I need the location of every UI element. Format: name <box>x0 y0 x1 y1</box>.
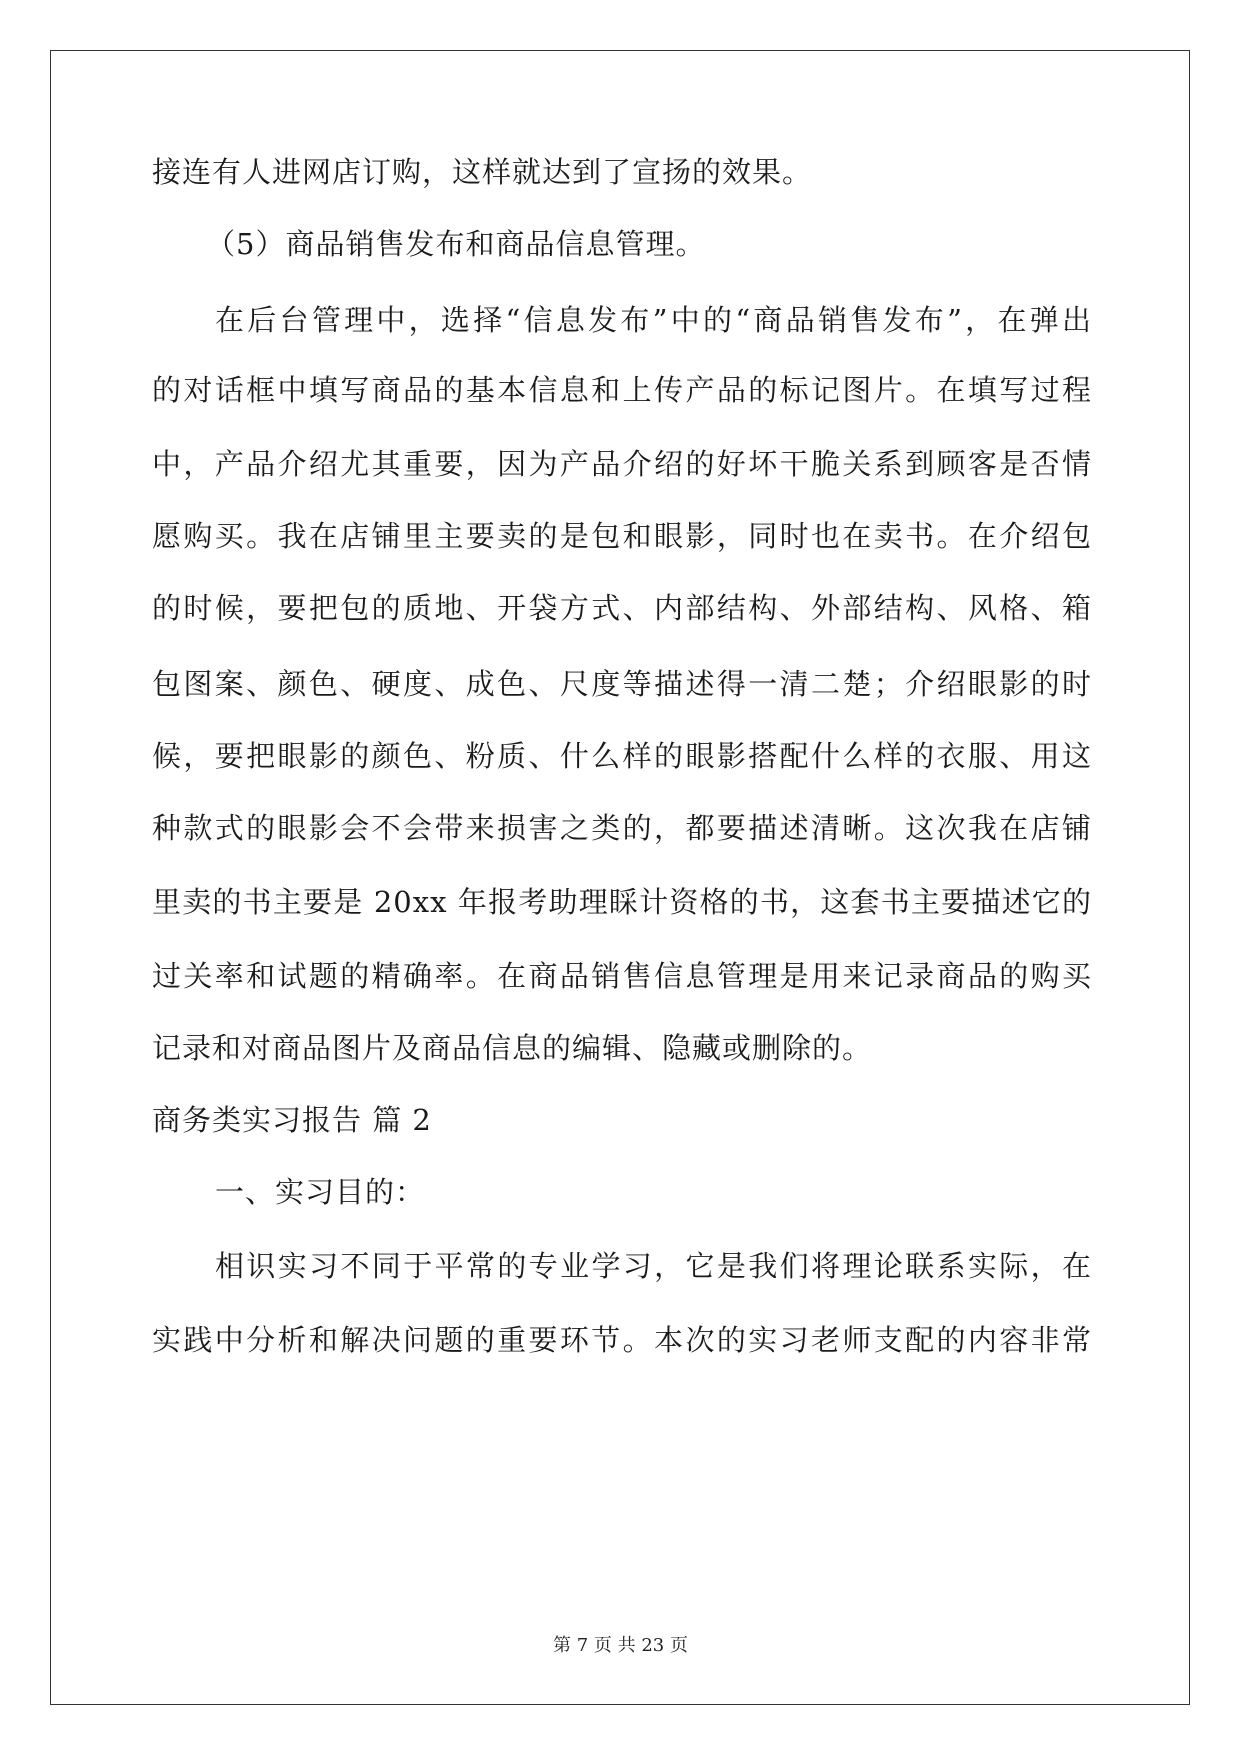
paragraph-line: 愿购买。我在店铺里主要卖的是包和眼影，同时也在卖书。在介绍包 <box>152 519 1092 553</box>
paragraph-line: 候，要把眼影的颜色、粉质、什么样的眼影搭配什么样的衣服、用这 <box>152 739 1092 773</box>
paragraph-line: 实践中分析和解决问题的重要环节。本次的实习老师支配的内容非常 <box>152 1323 1092 1357</box>
paragraph-line: 接连有人进网店订购，这样就达到了宣扬的效果。 <box>152 155 813 189</box>
paragraph-line: 种款式的眼影会不会带来损害之类的，都要描述清晰。这次我在店铺 <box>152 811 1092 845</box>
paragraph-line: 中，产品介绍尤其重要，因为产品介绍的好坏干脆关系到顾客是否情 <box>152 447 1092 481</box>
paragraph-line: 相识实习不同于平常的专业学习，它是我们将理论联系实际，在 <box>215 1249 1092 1283</box>
page-border <box>50 50 1190 1705</box>
paragraph-line: 的时候，要把包的质地、开袋方式、内部结构、外部结构、风格、箱 <box>152 591 1092 625</box>
section-heading: 一、实习目的： <box>215 1175 426 1209</box>
paragraph-line: 的对话框中填写商品的基本信息和上传产品的标记图片。在填写过程 <box>152 373 1092 407</box>
paragraph-line: 过关率和试题的精确率。在商品销售信息管理是用来记录商品的购买 <box>152 959 1092 993</box>
paragraph-line: 包图案、颜色、硬度、成色、尺度等描述得一清二楚；介绍眼影的时 <box>152 667 1092 701</box>
paragraph-line: 在后台管理中，选择“信息发布”中的“商品销售发布”，在弹出 <box>215 303 1092 337</box>
page-number-footer: 第 7 页 共 23 页 <box>553 1635 688 1656</box>
report-title: 商务类实习报告 篇 2 <box>152 1103 432 1137</box>
paragraph-line: 记录和对商品图片及商品信息的编辑、隐藏或删除的。 <box>152 1031 873 1065</box>
section-heading: （5）商品销售发布和商品信息管理。 <box>206 227 706 261</box>
paragraph-line: 里卖的书主要是 20xx 年报考助理睬计资格的书，这套书主要描述它的 <box>152 885 1092 919</box>
